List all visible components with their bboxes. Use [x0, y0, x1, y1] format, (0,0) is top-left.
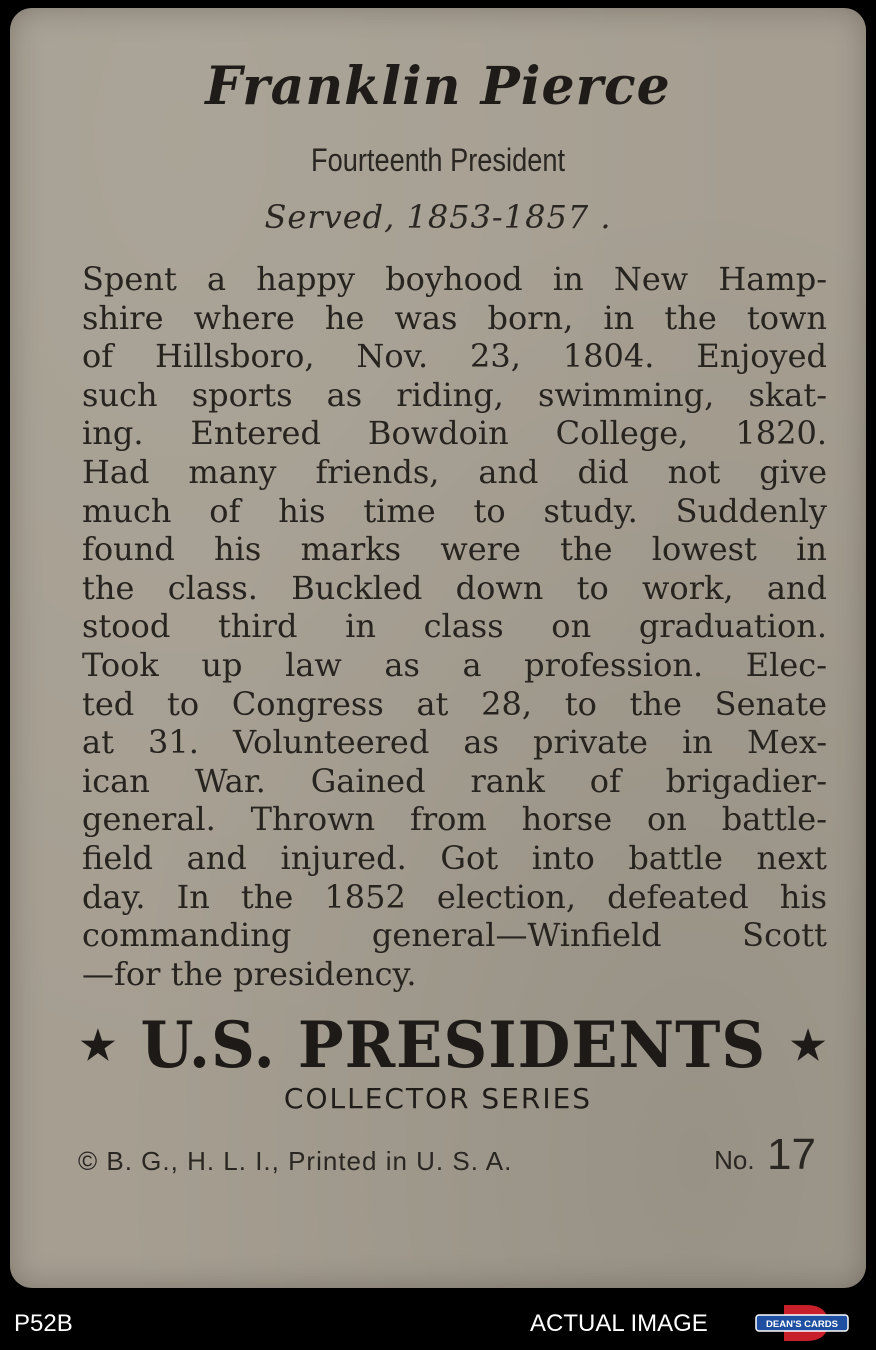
bio-line: ican War. Gained rank of brigadier-	[82, 761, 827, 800]
bio-line: at 31. Volunteered as private in Mex-	[82, 723, 827, 762]
bio-line: of Hillsboro, Nov. 23, 1804. Enjoyed	[82, 337, 827, 376]
bio-line: found his marks were the lowest in	[82, 530, 827, 569]
bio-line: field and injured. Got into battle next	[82, 838, 827, 877]
series-title	[80, 1008, 826, 1083]
president-ordinal: Fourteenth President	[310, 142, 566, 178]
logo-text: DEAN'S CARDS	[766, 1319, 838, 1330]
series-subtitle: COLLECTOR SERIES	[283, 1082, 593, 1115]
bio-line: commanding general—Winfield Scott	[82, 916, 827, 955]
actual-image-label: ACTUAL IMAGE	[530, 1310, 708, 1337]
card-number-value: 17	[767, 1130, 816, 1179]
copyright-line: © B. G., H. L. I., Printed in U. S. A.	[78, 1146, 513, 1176]
star-icon: ★	[790, 1022, 826, 1069]
series-title-text: U.S. PRESIDENTS	[140, 1008, 766, 1083]
inventory-code: P52B	[14, 1310, 73, 1337]
bio-line: the class. Buckled down to work, and	[82, 568, 827, 607]
deans-cards-logo	[754, 1303, 850, 1343]
bio-line: general. Thrown from horse on battle-	[82, 800, 827, 839]
signature: Franklin Pierce	[205, 56, 671, 117]
card-number-label: No.	[714, 1145, 755, 1175]
bio-line: shire where he was born, in the town	[82, 298, 827, 337]
bio-line: such sports as riding, swimming, skat-	[82, 375, 827, 414]
bio-line: much of his time to study. Suddenly	[82, 491, 827, 530]
bio-line: —for the presidency.	[82, 954, 417, 993]
card-number	[714, 1130, 816, 1180]
served-years: Served, 1853-1857 .	[264, 198, 612, 236]
star-icon: ★	[80, 1022, 116, 1069]
biography-text	[82, 260, 827, 993]
bio-line: Spent a happy boyhood in New Hamp-	[82, 260, 827, 298]
bio-line: day. In the 1852 election, defeated his	[82, 877, 827, 916]
card-back	[10, 8, 866, 1288]
bio-line: ing. Entered Bowdoin College, 1820.	[82, 414, 827, 453]
bio-line: Took up law as a profession. Elec-	[82, 645, 827, 684]
bio-line: Had many friends, and did not give	[82, 452, 827, 491]
bio-line: ted to Congress at 28, to the Senate	[82, 684, 827, 723]
bio-line: stood third in class on graduation.	[82, 607, 827, 646]
